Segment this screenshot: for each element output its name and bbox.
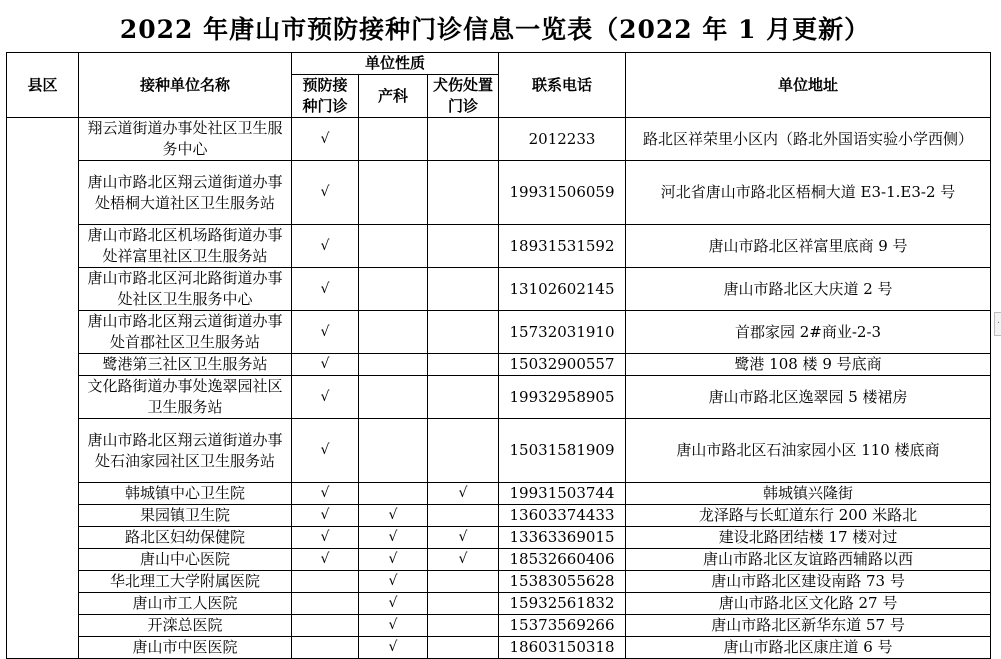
phone-cell: 15032900557 (499, 354, 626, 376)
table-row (7, 419, 991, 483)
phone-cell: 13102602145 (499, 268, 626, 311)
header-county: 县区 (7, 53, 79, 118)
dog-bite-check-cell (428, 637, 499, 659)
phone-cell: 15732031910 (499, 311, 626, 354)
vaccination-check-cell: √ (292, 118, 359, 161)
address-cell: 韩城镇兴隆街 (626, 483, 991, 505)
table-row (7, 118, 991, 161)
header-address: 单位地址 (626, 53, 991, 118)
address-cell: 唐山市路北区文化路 27 号 (626, 593, 991, 615)
vaccination-check-cell: √ (292, 419, 359, 483)
unit-name-cell: 开滦总医院 (79, 615, 292, 637)
unit-name-cell: 唐山中心医院 (79, 549, 292, 571)
unit-name-cell: 唐山市工人医院 (79, 593, 292, 615)
table-row (7, 225, 991, 268)
phone-cell: 15031581909 (499, 419, 626, 483)
obstetrics-check-cell (359, 161, 428, 225)
dog-bite-check-cell: √ (428, 483, 499, 505)
address-cell: 唐山市路北区大庆道 2 号 (626, 268, 991, 311)
unit-name-cell: 鹭港第三社区卫生服务站 (79, 354, 292, 376)
unit-name-cell: 唐山市路北区翔云道街道办事处梧桐大道社区卫生服务站 (79, 161, 292, 225)
vaccination-check-cell (292, 615, 359, 637)
phone-cell: 18603150318 (499, 637, 626, 659)
obstetrics-check-cell (359, 268, 428, 311)
vaccination-check-cell (292, 571, 359, 593)
address-cell: 唐山市路北区建设南路 73 号 (626, 571, 991, 593)
table-row (7, 615, 991, 637)
address-cell: 唐山市路北区逸翠园 5 楼裙房 (626, 376, 991, 419)
table-row (7, 571, 991, 593)
address-cell: 鹭港 108 楼 9 号底商 (626, 354, 991, 376)
obstetrics-check-cell (359, 311, 428, 354)
obstetrics-check-cell (359, 419, 428, 483)
vaccination-check-cell: √ (292, 161, 359, 225)
dog-bite-check-cell (428, 311, 499, 354)
vaccination-check-cell: √ (292, 225, 359, 268)
county-cell (7, 118, 79, 659)
dog-bite-check-cell (428, 118, 499, 161)
address-cell: 唐山市路北区友谊路西辅路以西 (626, 549, 991, 571)
table-row (7, 354, 991, 376)
obstetrics-check-cell (359, 483, 428, 505)
address-cell: 唐山市路北区康庄道 6 号 (626, 637, 991, 659)
address-cell: 建设北路团结楼 17 楼对过 (626, 527, 991, 549)
address-cell: 首郡家园 2#商业-2-3 (626, 311, 991, 354)
table-row (7, 311, 991, 354)
unit-name-cell: 华北理工大学附属医院 (79, 571, 292, 593)
address-cell: 唐山市路北区新华东道 57 号 (626, 615, 991, 637)
unit-name-cell: 唐山市路北区翔云道街道办事处石油家园社区卫生服务站 (79, 419, 292, 483)
header-unit-nature: 单位性质 (292, 53, 499, 75)
dog-bite-check-cell (428, 268, 499, 311)
table-row (7, 637, 991, 659)
dog-bite-check-cell: √ (428, 549, 499, 571)
table-body (7, 118, 991, 659)
table-row (7, 593, 991, 615)
unit-name-cell: 唐山市路北区翔云道街道办事处首郡社区卫生服务站 (79, 311, 292, 354)
vaccination-check-cell: √ (292, 505, 359, 527)
vaccination-check-cell: √ (292, 527, 359, 549)
page-title: 2022 年唐山市预防接种门诊信息一览表（2022 年 1 月更新） (119, 15, 871, 44)
address-cell: 龙泽路与长虹道东行 200 米路北 (626, 505, 991, 527)
table-row (7, 268, 991, 311)
dog-bite-check-cell (428, 161, 499, 225)
phone-cell: 2012233 (499, 118, 626, 161)
table-row (7, 505, 991, 527)
phone-cell: 15932561832 (499, 593, 626, 615)
dog-bite-check-cell (428, 419, 499, 483)
table-row (7, 376, 991, 419)
obstetrics-check-cell: √ (359, 615, 428, 637)
dog-bite-check-cell (428, 593, 499, 615)
vaccination-check-cell: √ (292, 376, 359, 419)
phone-cell: 18532660406 (499, 549, 626, 571)
phone-cell: 15383055628 (499, 571, 626, 593)
header-vaccination-clinic: 预防接种门诊 (292, 75, 359, 118)
scroll-handle[interactable]: · (994, 312, 1001, 336)
phone-cell: 13603374433 (499, 505, 626, 527)
obstetrics-check-cell: √ (359, 505, 428, 527)
header-phone: 联系电话 (499, 53, 626, 118)
obstetrics-check-cell (359, 376, 428, 419)
vaccination-check-cell: √ (292, 549, 359, 571)
phone-cell: 19932958905 (499, 376, 626, 419)
header-dog-bite-clinic: 犬伤处置门诊 (428, 75, 499, 118)
phone-cell: 15373569266 (499, 615, 626, 637)
vaccination-check-cell (292, 637, 359, 659)
obstetrics-check-cell: √ (359, 593, 428, 615)
table-row (7, 161, 991, 225)
obstetrics-check-cell: √ (359, 637, 428, 659)
vaccination-check-cell (292, 593, 359, 615)
unit-name-cell: 文化路街道办事处逸翠园社区卫生服务站 (79, 376, 292, 419)
dog-bite-check-cell (428, 225, 499, 268)
obstetrics-check-cell (359, 225, 428, 268)
phone-cell: 13363369015 (499, 527, 626, 549)
obstetrics-check-cell (359, 118, 428, 161)
header-unit-name: 接种单位名称 (79, 53, 292, 118)
obstetrics-check-cell: √ (359, 549, 428, 571)
header-obstetrics: 产科 (359, 75, 428, 118)
address-cell: 唐山市路北区石油家园小区 110 楼底商 (626, 419, 991, 483)
obstetrics-check-cell (359, 354, 428, 376)
dog-bite-check-cell (428, 571, 499, 593)
phone-cell: 18931531592 (499, 225, 626, 268)
dog-bite-check-cell (428, 505, 499, 527)
unit-name-cell: 韩城镇中心卫生院 (79, 483, 292, 505)
obstetrics-check-cell: √ (359, 527, 428, 549)
vaccination-check-cell: √ (292, 268, 359, 311)
vaccination-check-cell: √ (292, 483, 359, 505)
dog-bite-check-cell (428, 615, 499, 637)
address-cell: 路北区祥荣里小区内（路北外国语实验小学西侧） (626, 118, 991, 161)
unit-name-cell: 翔云道街道办事处社区卫生服务中心 (79, 118, 292, 161)
vaccination-check-cell: √ (292, 311, 359, 354)
phone-cell: 19931506059 (499, 161, 626, 225)
unit-name-cell: 唐山市中医医院 (79, 637, 292, 659)
dog-bite-check-cell (428, 354, 499, 376)
table-row (7, 549, 991, 571)
clinic-table (6, 52, 991, 659)
dog-bite-check-cell (428, 376, 499, 419)
dog-bite-check-cell: √ (428, 527, 499, 549)
unit-name-cell: 唐山市路北区机场路街道办事处祥富里社区卫生服务站 (79, 225, 292, 268)
unit-name-cell: 唐山市路北区河北路街道办事处社区卫生服务中心 (79, 268, 292, 311)
unit-name-cell: 果园镇卫生院 (79, 505, 292, 527)
address-cell: 河北省唐山市路北区梧桐大道 E3-1.E3-2 号 (626, 161, 991, 225)
table-row (7, 483, 991, 505)
vaccination-check-cell: √ (292, 354, 359, 376)
phone-cell: 19931503744 (499, 483, 626, 505)
table-row (7, 527, 991, 549)
obstetrics-check-cell: √ (359, 571, 428, 593)
address-cell: 唐山市路北区祥富里底商 9 号 (626, 225, 991, 268)
unit-name-cell: 路北区妇幼保健院 (79, 527, 292, 549)
